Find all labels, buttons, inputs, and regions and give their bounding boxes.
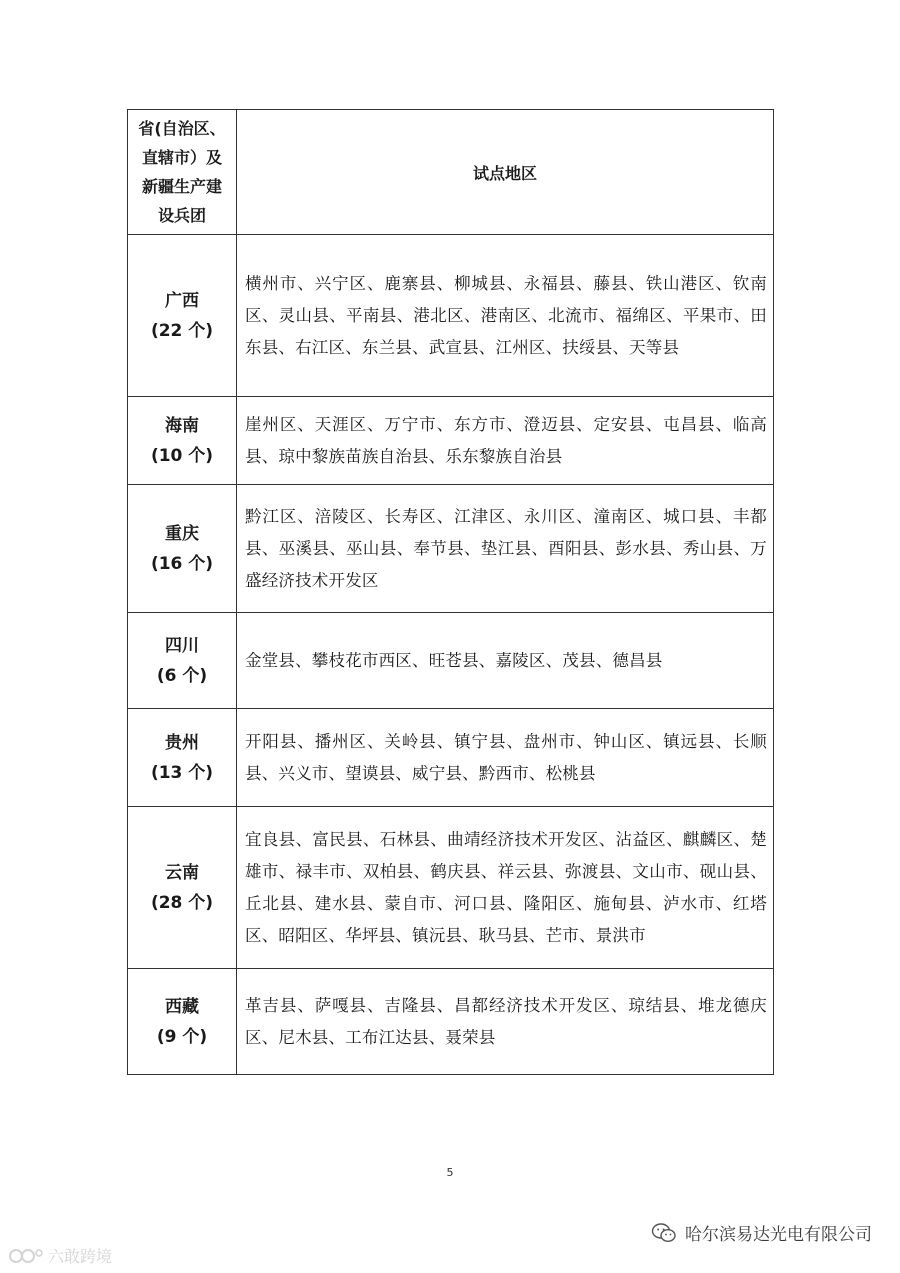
table-row	[128, 235, 774, 397]
wechat-watermark	[651, 1220, 872, 1245]
page-number: 5	[446, 1166, 454, 1179]
province-cell	[128, 969, 237, 1075]
province-cell	[128, 485, 237, 613]
province-cell	[128, 613, 237, 709]
province-count: (22 个)	[150, 320, 214, 341]
header-province-line: 设兵团	[157, 206, 206, 225]
header-province-cell	[128, 110, 237, 235]
table-row	[128, 397, 774, 485]
table-row	[128, 709, 774, 807]
province-name: 西藏	[165, 996, 199, 1017]
province-cell	[128, 397, 237, 485]
province-count: (10 个)	[150, 445, 214, 466]
table-row	[128, 485, 774, 613]
areas-cell: 宜良县、富民县、石林县、曲靖经济技术开发区、沾益区、麒麟区、楚雄市、禄丰市、双柏县、鹤庆县、祥云县、弥渡县、文山市、砚山县、丘北县、建水县、蒙自市、河口县、隆阳区、施甸县、泸水市、红塔区、昭阳区、华坪县、镇沅县、耿马县、芒市、景洪市	[237, 807, 774, 969]
areas-cell: 崖州区、天涯区、万宁市、东方市、澄迈县、定安县、屯昌县、临高县、琼中黎族苗族自治县、乐东黎族自治县	[237, 397, 774, 485]
wechat-account-name: 哈尔滨易达光电有限公司	[685, 1225, 872, 1245]
areas-cell: 革吉县、萨嘎县、吉隆县、昌都经济技术开发区、琼结县、堆龙德庆区、尼木县、工布江达县、聂荣县	[237, 969, 774, 1075]
pilot-regions-table	[127, 109, 774, 1075]
header-areas-cell: 试点地区	[237, 110, 774, 235]
province-name: 重庆	[165, 523, 199, 544]
province-name: 云南	[165, 862, 199, 883]
province-count: (28 个)	[150, 892, 214, 913]
province-count: (13 个)	[150, 762, 214, 783]
province-name: 贵州	[165, 732, 199, 753]
brand-watermark-text: 六敢跨境	[48, 1247, 113, 1266]
table-row	[128, 613, 774, 709]
header-province-line: 直辖市）及	[141, 148, 222, 167]
brand-watermark	[8, 1244, 112, 1267]
province-count: (16 个)	[150, 553, 214, 574]
header-province-line: 新疆生产建	[141, 177, 222, 196]
province-cell	[128, 807, 237, 969]
province-name: 广西	[165, 290, 199, 311]
province-cell	[128, 235, 237, 397]
province-count: (9 个)	[156, 1026, 208, 1047]
areas-cell: 开阳县、播州区、关岭县、镇宁县、盘州市、钟山区、镇远县、长顺县、兴义市、望谟县、威宁县、黔西市、松桃县	[237, 709, 774, 807]
brand-logo-icon	[8, 1247, 44, 1265]
wechat-icon	[651, 1222, 677, 1244]
table-row	[128, 807, 774, 969]
areas-cell: 横州市、兴宁区、鹿寨县、柳城县、永福县、藤县、铁山港区、钦南区、灵山县、平南县、港北区、港南区、北流市、福绵区、平果市、田东县、右江区、东兰县、武宣县、江州区、扶绥县、天等县	[237, 235, 774, 397]
table-row	[128, 969, 774, 1075]
table-header-row	[128, 110, 774, 235]
header-province-line: 省(自治区、	[138, 119, 226, 138]
province-name: 四川	[165, 635, 199, 656]
areas-cell: 金堂县、攀枝花市西区、旺苍县、嘉陵区、茂县、德昌县	[237, 613, 774, 709]
province-cell	[128, 709, 237, 807]
areas-cell: 黔江区、涪陵区、长寿区、江津区、永川区、潼南区、城口县、丰都县、巫溪县、巫山县、奉节县、垫江县、酉阳县、彭水县、秀山县、万盛经济技术开发区	[237, 485, 774, 613]
province-name: 海南	[165, 415, 199, 436]
province-count: (6 个)	[156, 665, 208, 686]
